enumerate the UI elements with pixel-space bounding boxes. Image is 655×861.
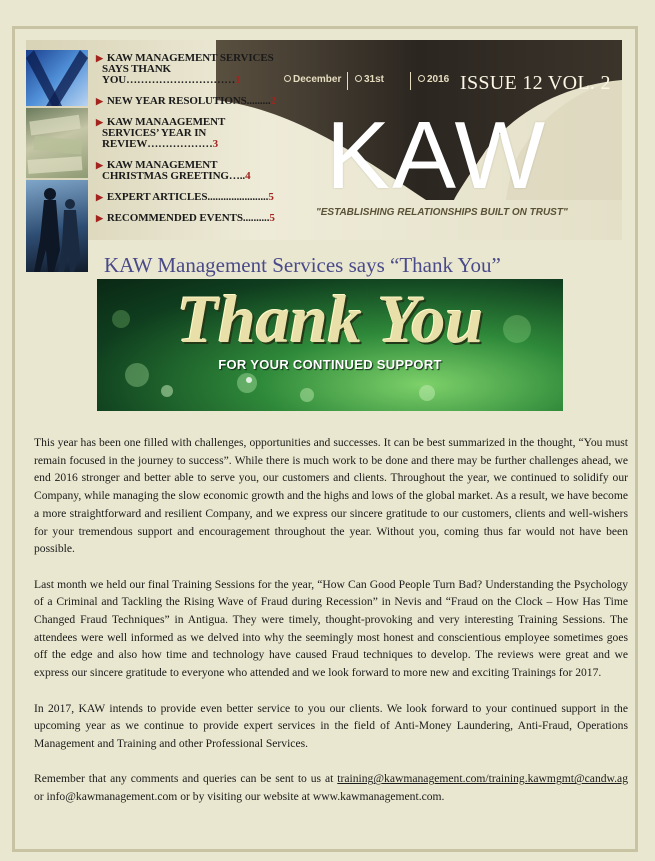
masthead-logo: KAW bbox=[326, 102, 548, 209]
tagline: "ESTABLISHING RELATIONSHIPS BUILT ON TRUST" bbox=[316, 207, 568, 218]
table-of-contents bbox=[96, 53, 278, 234]
skyscraper-photo bbox=[26, 50, 88, 106]
date-divider bbox=[347, 72, 348, 90]
toc-item[interactable]: ▶ NEW YEAR RESOLUTIONS.........2 bbox=[96, 95, 276, 107]
arrow-icon: ▶ bbox=[96, 53, 103, 63]
date-divider bbox=[410, 72, 411, 90]
arrow-icon: ▶ bbox=[96, 96, 103, 106]
contact-rest: or info@kawmanagement.com or by visiting our website at www.kawmanagement.com. bbox=[34, 790, 445, 804]
training-email-link[interactable]: training@kawmanagement.com/training.kawmgmt@candw.ag bbox=[337, 772, 628, 786]
issue-volume: ISSUE 12 VOL. 2 bbox=[460, 72, 611, 94]
business-people-photo bbox=[26, 180, 88, 272]
bullet-circle-icon bbox=[418, 75, 425, 82]
arrow-icon: ▶ bbox=[96, 192, 103, 202]
toc-item[interactable]: ▶ KAW MANAAGEMENT SERVICES’ YEAR IN REVIEW………………3 bbox=[96, 116, 226, 150]
date-year: 2016 bbox=[418, 74, 449, 85]
banner-subtitle: FOR YOUR CONTINUED SUPPORT bbox=[218, 357, 442, 372]
arrow-icon: ▶ bbox=[96, 213, 103, 223]
arrow-icon: ▶ bbox=[96, 160, 103, 170]
contact-paragraph bbox=[34, 770, 628, 805]
banner-headline: Thank You bbox=[176, 281, 484, 357]
arrow-icon: ▶ bbox=[96, 117, 103, 127]
thank-you-banner bbox=[97, 279, 563, 411]
toc-item[interactable]: ▶ EXPERT ARTICLES.......................5 bbox=[96, 191, 274, 203]
article-title: KAW Management Services says “Thank You” bbox=[104, 253, 501, 277]
contact-intro: Remember that any comments and queries can be sent to us at bbox=[34, 772, 334, 786]
article-paragraph: In 2017, KAW intends to provide even better service to you our clients. We look forward to your continued support in the upcoming year as we continue to provide expert services in the field of Anti-Money Laundering, Anti-Fraud, Operations Management and Training and other Professional Services. bbox=[34, 701, 628, 750]
article-paragraph: Last month we held our final Training Sessions for the year, “How Can Good People Turn Bad? Understanding the Psychology of a Criminal and Tackling the Rising Wave of Fraud during Recession” in Nevis and “Fraud on the Clock – How Has Time Changed Fraud Techniques” in Antigua. They were timely, thought-provoking and very interesting Training Sessions. The attendees were well informed as we delved into why the seemingly most honest and conscientious employee sometimes goes off the edge and also how time and technology have caused Fraud techniques to develop. The reviews were great and we express our sincere gratitude to everyone who attended and we look forward to more new and exciting Trainings for 2017. bbox=[34, 577, 628, 680]
toc-item[interactable]: ▶ KAW MANAGEMENT SERVICES SAYS THANK YOU…………………………1 bbox=[96, 52, 274, 86]
article-body bbox=[34, 434, 628, 823]
date-day: 31st bbox=[355, 74, 384, 85]
article-paragraph: This year has been one filled with challenges, opportunities and successes. It can be best summarized in the thought, “You must remain focused in the journey to success”. While there is much work to be done and there may be further challenges ahead, we end 2016 stronger and better able to serve you, our customers and clients. Throughout the year, we continued to solidify our Company, while managing the slow economic growth and the highs and lows of the global market. As a result, we have become a more straightforward and resilient Company, and we express our sincere gratitude to our customers, clients and well-wishers for your tremendous support and encouragement throughout the year. Without you, coming thus far would not have been possible. bbox=[34, 436, 628, 556]
photo-strip bbox=[26, 50, 88, 272]
date-month: December bbox=[284, 74, 341, 85]
bullet-circle-icon bbox=[355, 75, 362, 82]
toc-item[interactable]: ▶ KAW MANAGEMENT CHRISTMAS GREETING…..4 bbox=[96, 159, 251, 182]
toc-item[interactable]: ▶ RECOMMENDED EVENTS..........5 bbox=[96, 212, 275, 224]
money-photo bbox=[26, 108, 88, 178]
bullet-circle-icon bbox=[284, 75, 291, 82]
